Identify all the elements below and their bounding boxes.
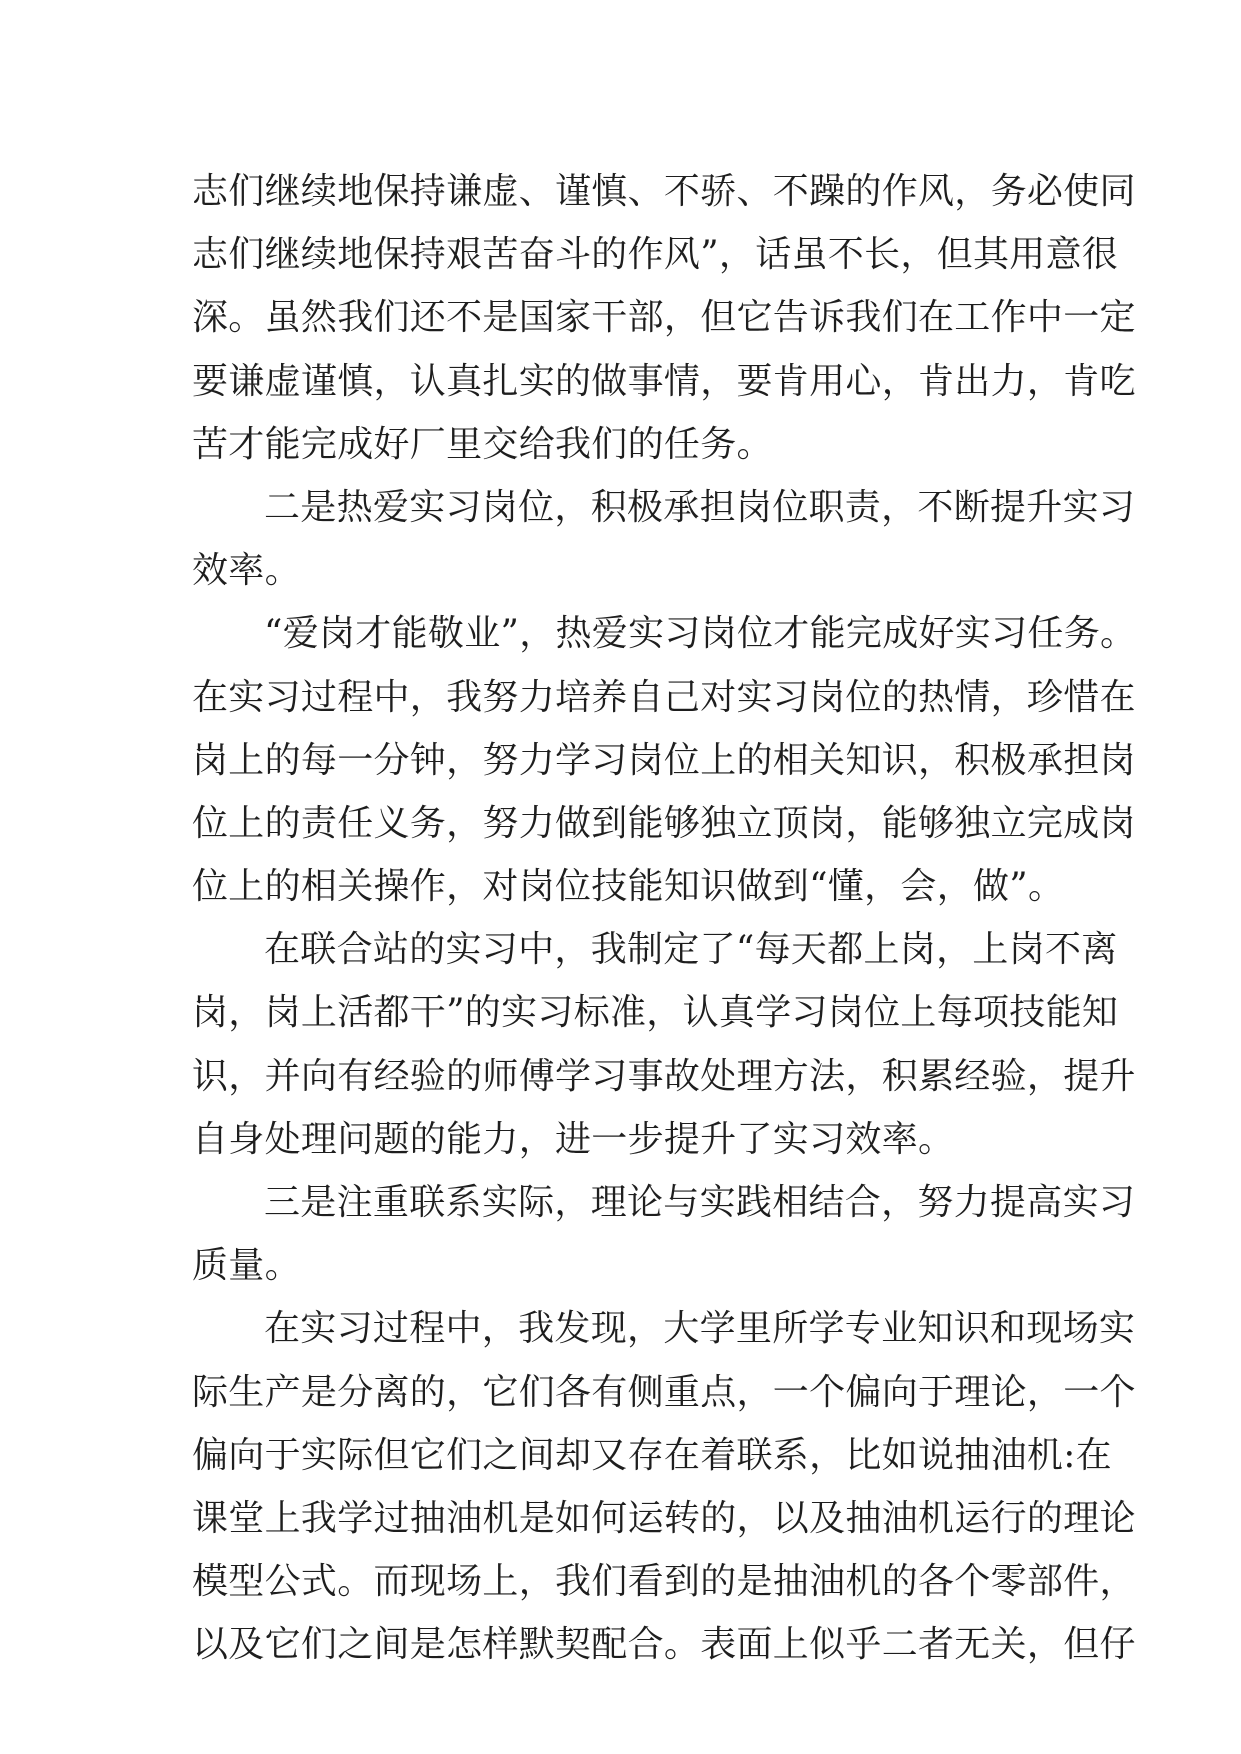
text-line: 识，并向有经验的师傅学习事故处理方法，积累经验，提升 bbox=[192, 1055, 1136, 1097]
text-line: 自身处理问题的能力，进一步提升了实习效率。 bbox=[192, 1118, 955, 1160]
body-text bbox=[192, 160, 1137, 1677]
text-line: 在实习过程中，我努力培养自己对实习岗位的热情，珍惜在 bbox=[192, 676, 1136, 718]
text-line: 位上的相关操作，对岗位技能知识做到“懂，会，做”。 bbox=[192, 866, 1065, 908]
section-heading-line: 二是热爱实习岗位，积极承担岗位职责，不断提升实习 bbox=[264, 486, 1136, 528]
text-line: 偏向于实际但它们之间却又存在着联系，比如说抽油机:在 bbox=[192, 1434, 1112, 1476]
text-line: 模型公式。而现场上，我们看到的是抽油机的各个零部件， bbox=[192, 1561, 1136, 1603]
text-line: 岗上的每一分钟，努力学习岗位上的相关知识，积极承担岗 bbox=[192, 739, 1136, 781]
text-line: 在联合站的实习中，我制定了“每天都上岗，上岗不离 bbox=[264, 929, 1118, 971]
text-line: 位上的责任义务，努力做到能够独立顶岗，能够独立完成岗 bbox=[192, 802, 1136, 844]
section-heading-line: 三是注重联系实际，理论与实践相结合，努力提高实习 bbox=[264, 1182, 1136, 1223]
text-line: 苦才能完成好厂里交给我们的任务。 bbox=[192, 423, 773, 465]
text-line: 深。虽然我们还不是国家干部，但它告诉我们在工作中一定 bbox=[192, 297, 1136, 339]
text-line: 际生产是分离的，它们各有侧重点，一个偏向于理论，一个 bbox=[192, 1371, 1136, 1413]
text-line: 课堂上我学过抽油机是如何运转的，以及抽油机运行的理论 bbox=[192, 1497, 1136, 1539]
text-line: 在实习过程中，我发现，大学里所学专业知识和现场实 bbox=[264, 1308, 1136, 1350]
section-heading-line: 效率。 bbox=[192, 550, 301, 592]
section-heading-line: 质量。 bbox=[192, 1245, 301, 1287]
text-line: 要谦虚谨慎，认真扎实的做事情，要肯用心，肯出力，肯吃 bbox=[192, 360, 1136, 402]
text-line: “爱岗才能敬业”，热爱实习岗位才能完成好实习任务。 bbox=[264, 613, 1137, 655]
text-line: 志们继续地保持谦虚、谨慎、不骄、不躁的作风，务必使同 bbox=[192, 171, 1136, 212]
text-line: 志们继续地保持艰苦奋斗的作风”，话虽不长，但其用意很 bbox=[192, 234, 1119, 276]
text-line: 岗，岗上活都干”的实习标准，认真学习岗位上每项技能知 bbox=[192, 992, 1119, 1034]
text-line: 以及它们之间是怎样默契配合。表面上似乎二者无关，但仔 bbox=[192, 1624, 1136, 1666]
